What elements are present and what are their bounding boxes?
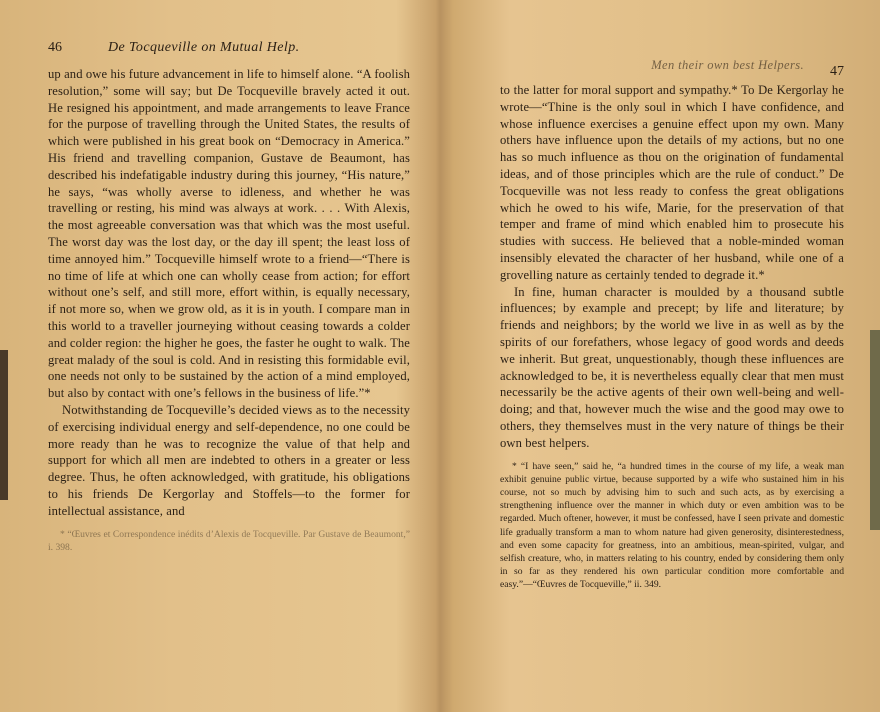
left-paragraph-2: Notwithstanding de Tocqueville’s decided views as to the necessity of exercising individual energy and self-dependence, no one could be more ready than he was to recognize the value of that help and support for which all men are indebted to others in a greater or less degree. Thus, he often acknowledged, with gratitude, his obligations to his friends De Kergorlay and Stoffels—to the former for intellectual assistance, and xyxy=(48,402,410,518)
right-paragraph-2: In fine, human character is moulded by a thousand subtle influences; by example and precept; by life and literature; by friends and neighbors; by the world we live in as well as by the spirits of our forefathers, whose legacy of good words and deeds we inherit. But great, unquestionably, though these influences are acknowledged to be, it is nevertheless equally clear that men must necessarily be the active agents of their own well-being and well-doing; and that, however much the wise and the good may owe to others, they themselves must in the very nature of things be their own best helpers. xyxy=(500,284,844,450)
left-body xyxy=(48,66,410,554)
left-edge-shadow xyxy=(0,350,8,500)
left-page xyxy=(14,0,430,712)
right-page xyxy=(454,0,870,712)
right-running-head: Men their own best Helpers. xyxy=(651,58,804,72)
left-paragraph-1: up and owe his future advancement in life to himself alone. “A foolish resolution,” some will say; but De Tocqueville bravely acted it out. He resigned his appointment, and made arrangements to leave France for the purpose of travelling through the United States, the results of which were published in his great book on “Democracy in America.” His friend and travelling companion, Gustave de Beaumont, has described his indefatigable industry during this journey, “His nature,” he says, “was wholly averse to idleness, and whether he was travelling or resting, his mind was always at work. . . . With Alexis, the most agreeable conversation was that which was the most useful. The worst day was the lost day, or the day ill spent; the least loss of time annoyed him.” Tocqueville himself wrote to a friend—“There is no time of life at which one can wholly cease from action; for effort without one’s self, and still more, effort within, is equally necessary, if not more so, when we grow old, as it is in youth. I compare man in this world to a traveller journeying without ceasing towards a colder and colder region: the higher he goes, the faster he ought to walk. The great malady of the soul is cold. And in resisting this formidable evil, one needs not only to be sustained by the action of a mind employed, but also by contact with one’s fellows in the business of life.”* xyxy=(48,67,410,401)
left-running-head: De Tocqueville on Mutual Help. xyxy=(108,40,300,55)
right-header xyxy=(500,56,844,82)
right-edge-shadow xyxy=(870,330,880,530)
right-page-number: 47 xyxy=(830,64,844,79)
right-footnote: * “I have seen,” said he, “a hundred times in the course of my life, a weak man exhibit genuine public virtue, because supported by a wife who sustained him in his course, not so much by advising him to such and such acts, as by exercising a strengthening influence over the manner in which duty or even ambition was to be regarded. Much oftener, however, it must be confessed, have I seen private and domestic life gradually transform a man to whom nature had given generosity, disinterestedness, and even some capacity for greatness, into an ambitious, mean-spirited, vulgar, and selfish creature, who, in matters relating to his country, ended by considering them only in so far as they rendered his own particular condition more comfortable and easy.”—“Œuvres de Tocqueville,” ii. 349. xyxy=(500,460,844,591)
right-paragraph-1: to the latter for moral support and sympathy.* To De Kergorlay he wrote—“Thine is the only soul in which I have confidence, and whose influence exercises a genuine effect upon my own. Many others have influence upon the details of my actions, but no one has so much influence as thou on the origination of fundamental ideas, and of those principles which are the rule of conduct.” De Tocqueville was not less ready to confess the great obligations which he owed to his wife, Marie, for the preservation of that temper and frame of mind which enabled him to prosecute his studies with success. He believed that a noble-minded woman insensibly elevated the character of her husband, while one of a grovelling nature as certainly tended to degrade it.* xyxy=(500,83,844,282)
left-page-number: 46 xyxy=(48,40,62,55)
left-footnote: * “Œuvres et Correspondence inédits d’Alexis de Tocqueville. Par Gustave de Beaumont,” i. 398. xyxy=(48,528,410,553)
left-header xyxy=(48,40,410,66)
right-body xyxy=(500,82,844,592)
